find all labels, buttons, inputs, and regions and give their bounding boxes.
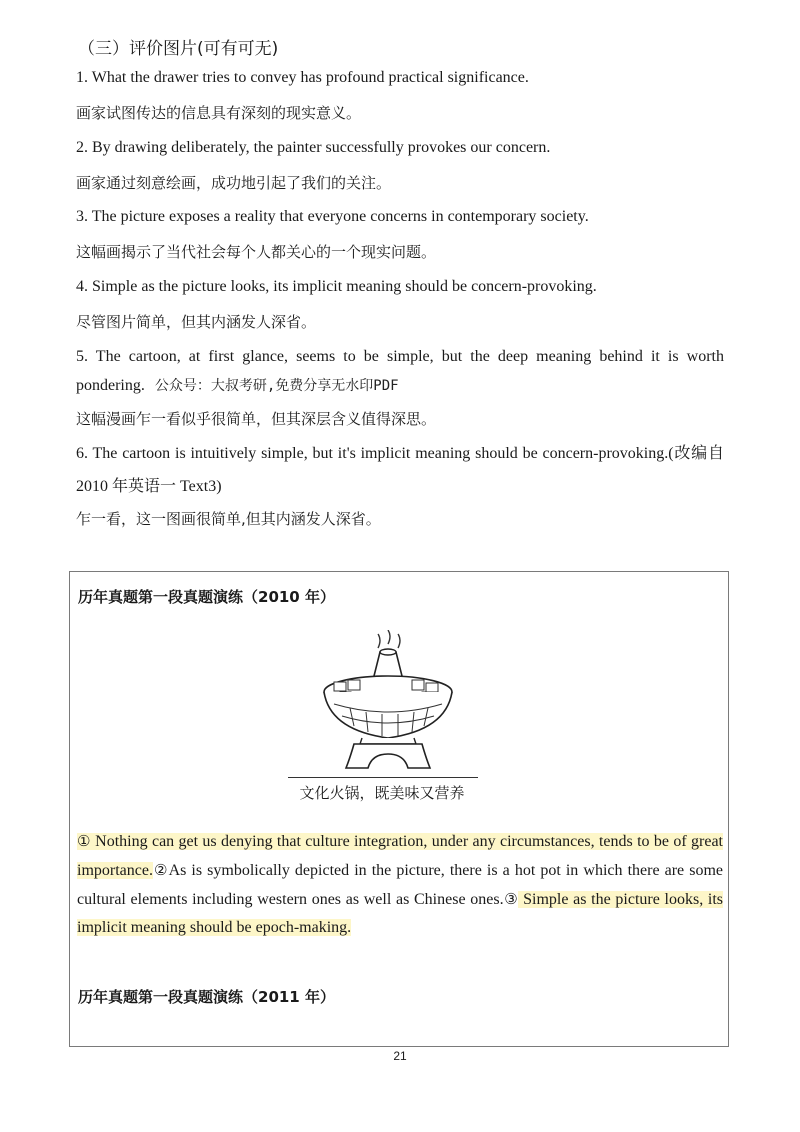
- practice-box: [69, 571, 729, 1047]
- sentence-4-zh: 尽管图片简单，但其内涵发人深省。: [76, 313, 317, 331]
- box-title-2010: 历年真题第一段真题演练（2010 年）: [78, 588, 335, 606]
- sentence-2-text: As is symbolically depicted in the picture, there is a hot pot in which there are some cultural elements including western ones as well as Chinese ones.: [77, 862, 724, 908]
- watermark-text: 公众号：大叔考研,免费分享无水印PDF: [154, 378, 399, 394]
- sentence-1-text: Nothing can get us denying that culture integration, under any circumstances, tends to be of great importance.: [77, 833, 723, 879]
- sentence-4-en: 4. Simple as the picture looks, its implicit meaning should be concern-provoking.: [76, 278, 597, 295]
- hot-pot-cartoon: [310, 630, 470, 780]
- sentence-5-zh: 这幅漫画乍一看似乎很简单，但其深层含义值得深思。: [76, 410, 437, 428]
- sentence-5-en-line1: 5. The cartoon, at first glance, seems to be simple, but the deep meaning behind it is worth: [76, 348, 724, 365]
- sentence-6-en-line2: 2010 年英语一 Text3): [76, 478, 222, 495]
- caption-rule: [288, 777, 478, 778]
- marker-3: ③: [503, 890, 519, 908]
- sentence-2-en: 2. By drawing deliberately, the painter successfully provokes our concern.: [76, 139, 551, 156]
- marker-2: ②: [152, 861, 169, 879]
- sentence-6-zh: 乍一看，这一图画很简单,但其内涵发人深省。: [76, 510, 381, 528]
- model-paragraph: [77, 827, 723, 942]
- box-title-2011: 历年真题第一段真题演练（2011 年）: [78, 988, 335, 1006]
- sentence-1-en: 1. What the drawer tries to convey has profound practical significance.: [76, 69, 529, 86]
- sentence-1-zh: 画家试图传达的信息具有深刻的现实意义。: [76, 104, 362, 122]
- sentence-3-en: 3. The picture exposes a reality that everyone concerns in contemporary society.: [76, 208, 589, 225]
- sentence-3-zh: 这幅画揭示了当代社会每个人都关心的一个现实问题。: [76, 243, 437, 261]
- sentence-5-en-line2: pondering.: [76, 377, 145, 394]
- section-heading: （三）评价图片(可有可无): [78, 39, 279, 59]
- marker-1: ①: [77, 832, 91, 850]
- sentence-3-text: Simple as the picture looks, its implicit meaning should be epoch-making.: [77, 891, 724, 936]
- page-number: 21: [393, 1049, 407, 1063]
- sentence-2-zh: 画家通过刻意绘画，成功地引起了我们的关注。: [76, 174, 392, 192]
- sentence-6-en-line1: 6. The cartoon is intuitively simple, but it's implicit meaning should be concern-provoking.(改编自: [76, 445, 724, 462]
- cartoon-caption: 文化火锅，既美味又营养: [299, 784, 465, 802]
- sentence-5-en-line2-wrap: [76, 375, 399, 395]
